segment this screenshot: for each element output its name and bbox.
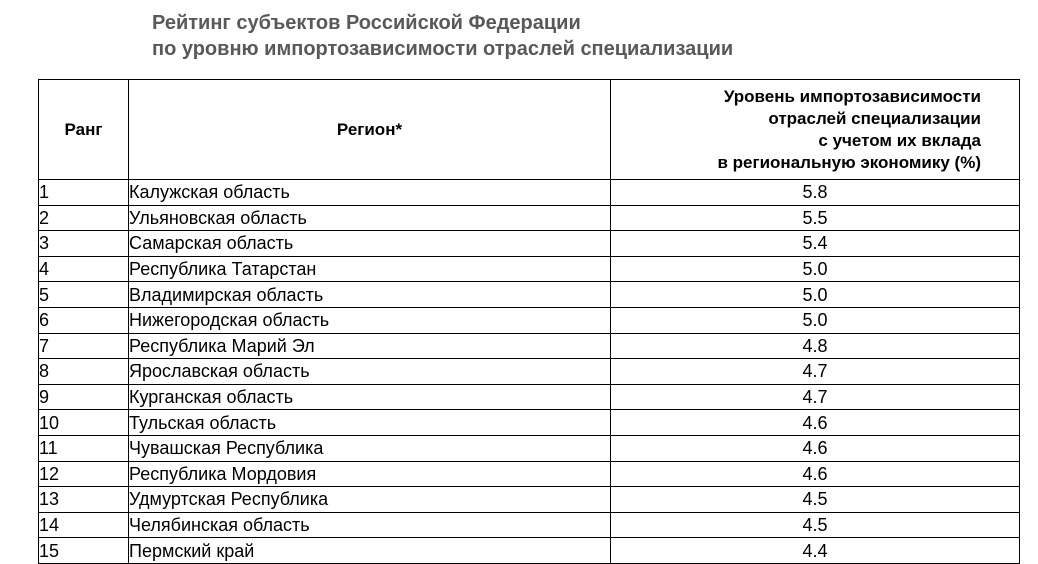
cell-region: Удмуртская Республика	[129, 487, 611, 513]
title-line-1: Рейтинг субъектов Российской Федерации	[152, 12, 581, 34]
table-row	[39, 307, 1020, 333]
table-row	[39, 384, 1020, 410]
cell-rank: 14	[39, 512, 129, 538]
title-line-2: по уровню импортозависимости отраслей специализации	[152, 38, 734, 60]
table-row	[39, 231, 1020, 257]
cell-rank: 12	[39, 461, 129, 487]
table-header-row	[39, 80, 1020, 180]
cell-region: Владимирская область	[129, 282, 611, 308]
cell-region: Республика Татарстан	[129, 256, 611, 282]
header-rank: Ранг	[39, 80, 129, 180]
cell-region: Нижегородская область	[129, 307, 611, 333]
rating-table	[38, 79, 1020, 564]
cell-rank: 9	[39, 384, 129, 410]
cell-rank: 13	[39, 487, 129, 513]
cell-rank: 2	[39, 205, 129, 231]
cell-region: Чувашская Республика	[129, 435, 611, 461]
cell-region: Пермский край	[129, 538, 611, 564]
cell-rank: 8	[39, 359, 129, 385]
page-title	[152, 10, 733, 62]
cell-rank: 6	[39, 307, 129, 333]
cell-rank: 4	[39, 256, 129, 282]
cell-region: Республика Марий Эл	[129, 333, 611, 359]
cell-value: 4.5	[611, 512, 1020, 538]
cell-region: Челябинская область	[129, 512, 611, 538]
cell-value: 4.4	[611, 538, 1020, 564]
table-row	[39, 180, 1020, 206]
table-row	[39, 256, 1020, 282]
cell-value: 5.0	[611, 307, 1020, 333]
table-row	[39, 487, 1020, 513]
table-row	[39, 461, 1020, 487]
cell-value: 4.5	[611, 487, 1020, 513]
cell-value: 5.8	[611, 180, 1020, 206]
cell-region: Ярославская область	[129, 359, 611, 385]
cell-value: 4.8	[611, 333, 1020, 359]
table-row	[39, 538, 1020, 564]
cell-region: Курганская область	[129, 384, 611, 410]
cell-value: 4.6	[611, 461, 1020, 487]
cell-rank: 10	[39, 410, 129, 436]
cell-rank: 3	[39, 231, 129, 257]
header-value: Уровень импортозависимости отраслей специализации с учетом их вклада в региональную экономику (%)	[611, 80, 1020, 180]
table-row	[39, 435, 1020, 461]
table-body	[39, 180, 1020, 564]
cell-region: Ульяновская область	[129, 205, 611, 231]
cell-value: 4.7	[611, 359, 1020, 385]
cell-value: 5.0	[611, 282, 1020, 308]
cell-rank: 1	[39, 180, 129, 206]
cell-rank: 5	[39, 282, 129, 308]
cell-value: 4.7	[611, 384, 1020, 410]
cell-rank: 15	[39, 538, 129, 564]
cell-region: Тульская область	[129, 410, 611, 436]
table-row	[39, 359, 1020, 385]
cell-region: Калужская область	[129, 180, 611, 206]
cell-region: Самарская область	[129, 231, 611, 257]
cell-value: 5.5	[611, 205, 1020, 231]
cell-rank: 7	[39, 333, 129, 359]
cell-value: 4.6	[611, 410, 1020, 436]
table-row	[39, 512, 1020, 538]
table-row	[39, 282, 1020, 308]
cell-value: 4.6	[611, 435, 1020, 461]
cell-value: 5.4	[611, 231, 1020, 257]
cell-region: Республика Мордовия	[129, 461, 611, 487]
table-row	[39, 205, 1020, 231]
table-row	[39, 410, 1020, 436]
header-region: Регион*	[129, 80, 611, 180]
cell-rank: 11	[39, 435, 129, 461]
table-row	[39, 333, 1020, 359]
cell-value: 5.0	[611, 256, 1020, 282]
